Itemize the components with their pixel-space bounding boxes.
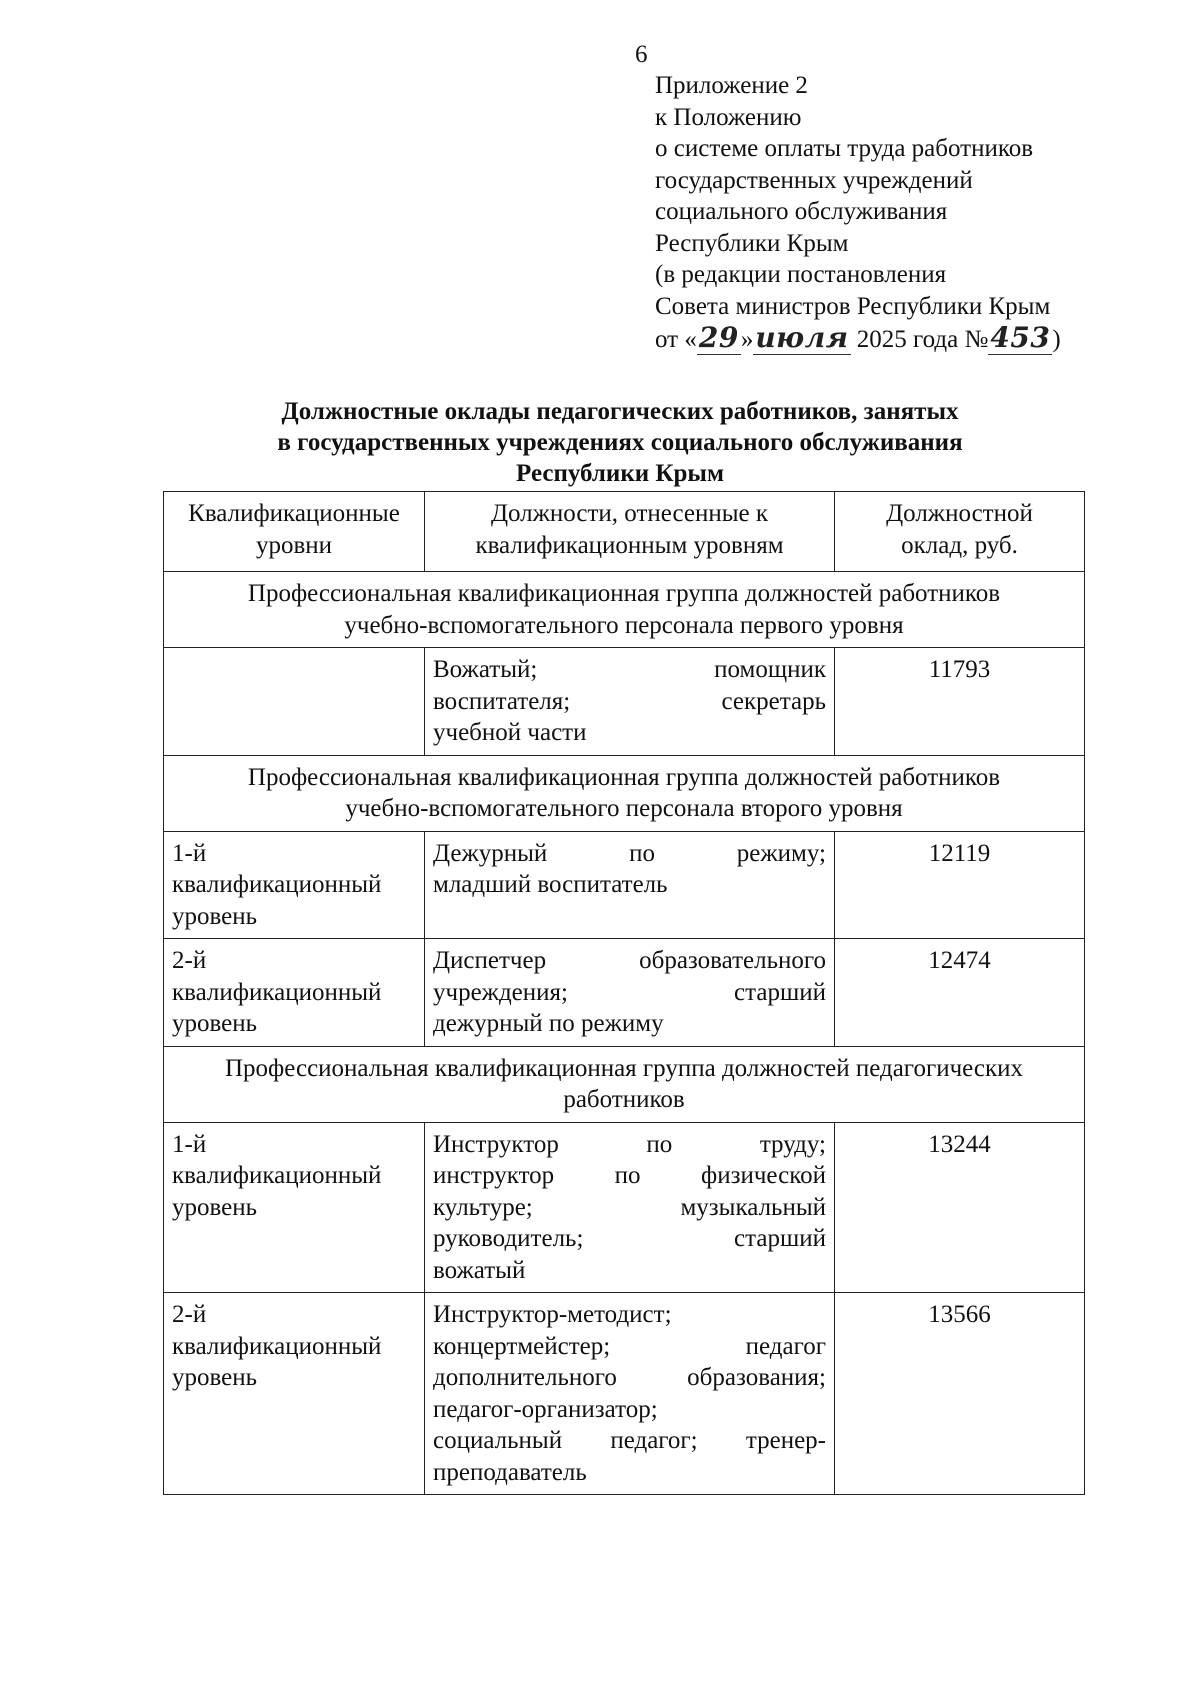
appendix-line: социального обслуживания (655, 198, 948, 225)
level-line: 2-й (172, 947, 207, 974)
handwritten-doc-number: 453 (990, 321, 1051, 354)
positions-cell (425, 831, 835, 939)
date-prefix: от « (655, 326, 697, 353)
date-end: ) (1052, 326, 1061, 353)
level-line: уровень (172, 1364, 258, 1391)
date-close-quote: » (740, 326, 754, 353)
position-line: Диспетчер образовательного (433, 947, 826, 974)
title-line: Республики Крым (516, 460, 724, 487)
table-row (164, 831, 1085, 939)
salary-cell: 13244 (835, 1122, 1085, 1293)
group-title-line: Профессиональная квалификационная группа должностей работников (247, 763, 1001, 791)
position-line: преподаватель (433, 1458, 587, 1486)
level-line: 2-й (172, 1301, 207, 1328)
table-row (164, 1122, 1085, 1293)
position-line: социальный педагог; тренер- (433, 1427, 826, 1454)
group-title (164, 1046, 1085, 1122)
positions-cell (425, 1122, 835, 1293)
table-row (164, 939, 1085, 1047)
group-title-line: Профессиональная квалификационная группа должностей педагогических (225, 1054, 1023, 1082)
group-title-row (164, 1046, 1085, 1122)
appendix-header (655, 70, 1175, 356)
level-cell (164, 1122, 425, 1293)
header-positions-line: Должности, отнесенные к (490, 500, 769, 527)
group-title-line: работников (563, 1086, 685, 1113)
table-row (164, 1293, 1085, 1495)
appendix-line: государственных учреждений (655, 166, 973, 194)
position-line: дежурный по режиму (433, 1010, 664, 1037)
position-line: Инструктор-методист; (433, 1301, 672, 1328)
level-cell (164, 831, 425, 939)
position-line: учреждения; старший (433, 978, 826, 1006)
salary-cell: 13566 (835, 1293, 1085, 1495)
group-title-row (164, 572, 1085, 648)
position-line: Дежурный по режиму; (433, 839, 826, 867)
header-level-line: Квалификационные (188, 500, 400, 527)
salary-cell: 12119 (835, 831, 1085, 939)
header-positions-line: квалификационным уровням (475, 531, 784, 559)
group-title-line: учебно-вспомогательного персонала первого уровня (344, 611, 904, 639)
position-line: дополнительного образования; (433, 1364, 826, 1391)
salary-table (163, 491, 1085, 1495)
level-line: 1-й (172, 839, 207, 867)
level-line: квалификационный (172, 1162, 382, 1189)
position-line: инструктор по физической (433, 1162, 826, 1189)
resolution-date-line (655, 322, 1175, 356)
positions-cell (425, 1293, 835, 1495)
handwritten-day: 29 (698, 321, 739, 354)
appendix-line: Республики Крым (655, 229, 849, 257)
header-salary-line: Должностной (886, 500, 1033, 527)
date-year: 2025 года № (850, 326, 989, 353)
level-line: квалификационный (172, 1332, 382, 1360)
level-line: 1-й (172, 1130, 207, 1158)
positions-cell (425, 648, 835, 756)
salary-cell: 11793 (835, 648, 1085, 756)
position-line: культуре; музыкальный (433, 1193, 826, 1221)
header-level-line: уровни (255, 531, 333, 559)
position-line: младший воспитатель (433, 871, 668, 898)
document-title (160, 396, 1080, 489)
group-title (164, 755, 1085, 831)
position-line: учебной части (433, 719, 587, 746)
level-line: уровень (172, 902, 258, 930)
salary-cell: 12474 (835, 939, 1085, 1047)
header-salary-line: оклад, руб. (901, 531, 1018, 559)
handwritten-month: июля (755, 321, 849, 354)
table-header-row (164, 492, 1085, 572)
appendix-line: о системе оплаты труда работников (655, 135, 1034, 162)
group-title-line: учебно-вспомогательного персонала второго уровня (345, 795, 903, 822)
title-line: в государственных учреждениях социального обслуживания (277, 429, 963, 456)
group-title (164, 572, 1085, 648)
position-line: концертмейстер; педагог (433, 1332, 826, 1360)
header-positions (425, 492, 835, 572)
position-line: Инструктор по труду; (433, 1130, 826, 1158)
title-line: Должностные оклады педагогических работников, занятых (281, 398, 959, 425)
position-line: воспитателя; секретарь (433, 687, 826, 715)
table-row (164, 648, 1085, 756)
appendix-line: Совета министров Республики Крым (655, 292, 1051, 320)
group-title-row (164, 755, 1085, 831)
appendix-line: Приложение 2 (655, 72, 808, 99)
appendix-line: к Положению (655, 103, 802, 131)
position-line: педагог-организатор; (433, 1395, 658, 1423)
level-line: уровень (172, 1010, 258, 1037)
appendix-line: (в редакции постановления (655, 261, 947, 288)
level-line: уровень (172, 1193, 258, 1221)
level-cell (164, 648, 425, 756)
positions-cell (425, 939, 835, 1047)
group-title-line: Профессиональная квалификационная группа должностей работников (247, 580, 1001, 607)
level-cell (164, 939, 425, 1047)
position-line: руководитель; старший (433, 1225, 826, 1252)
position-line: вожатый (433, 1256, 526, 1284)
level-line: квалификационный (172, 978, 382, 1006)
page-number: 6 (635, 41, 648, 68)
header-salary (835, 492, 1085, 572)
header-level (164, 492, 425, 572)
level-line: квалификационный (172, 871, 382, 898)
position-line: Вожатый; помощник (433, 656, 826, 683)
level-cell (164, 1293, 425, 1495)
